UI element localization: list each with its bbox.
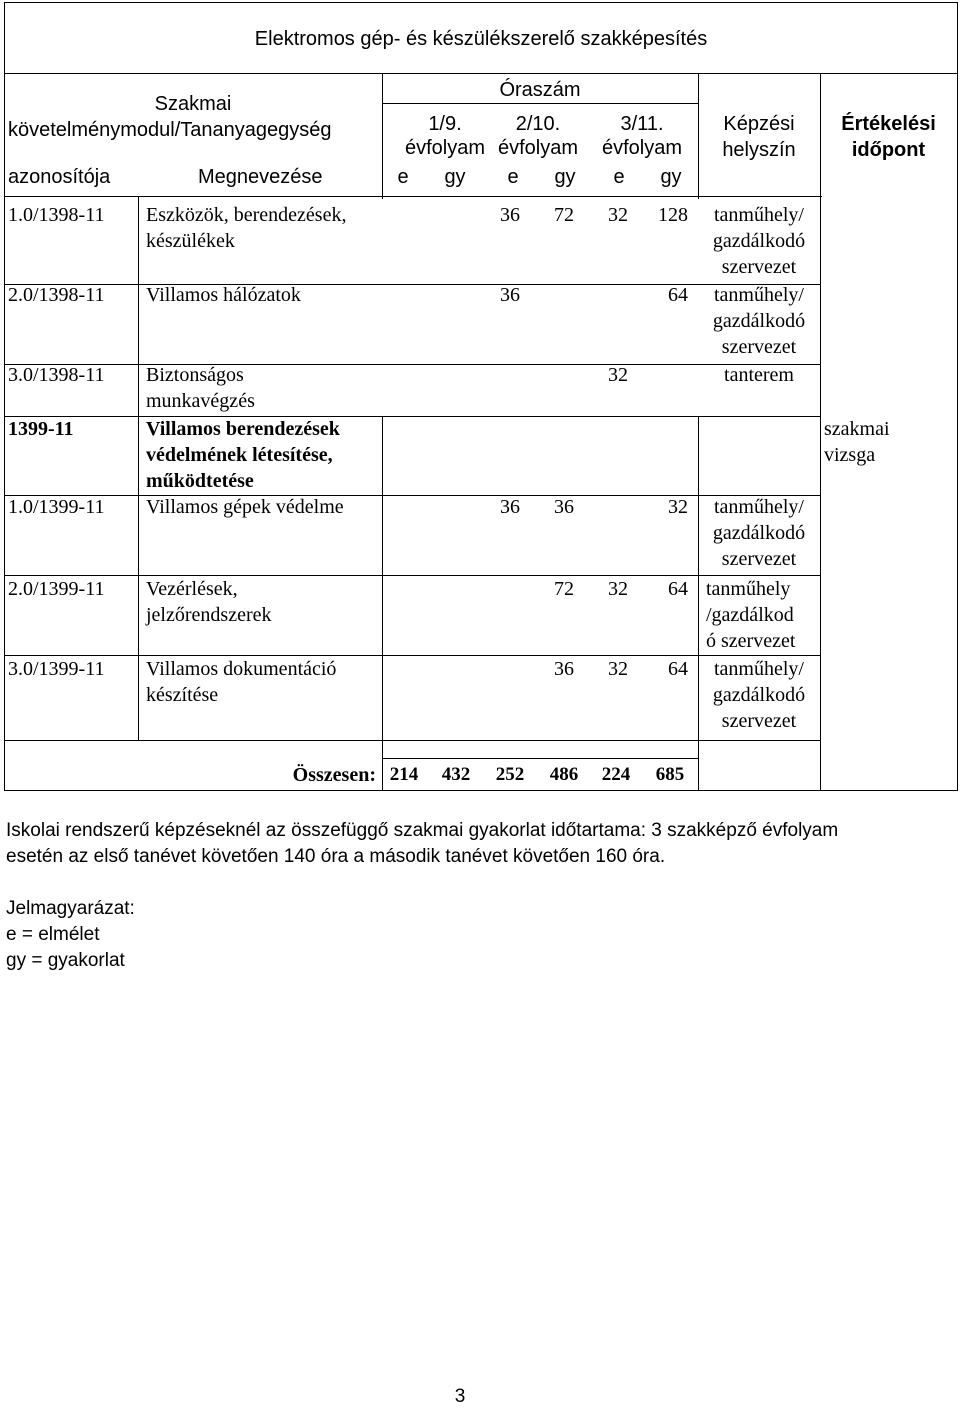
row1-v3: 36 (500, 204, 520, 226)
page-number: 3 (454, 1386, 466, 1407)
document-title: Elektromos gép- és készülékszerelő szakképesítés (254, 28, 708, 50)
row5-v4: 36 (554, 496, 574, 518)
row1-v5: 32 (608, 204, 628, 226)
row7-id: 3.0/1399-11 (8, 658, 105, 680)
row7-name-line1: Villamos dokumentáció (146, 658, 337, 680)
row5-id: 1.0/1399-11 (8, 496, 105, 518)
year2-gy: gy (554, 166, 576, 188)
totals-label: Összesen: (292, 764, 376, 786)
row5-place-line1: tanműhely/ (714, 496, 804, 518)
row6-v4: 72 (554, 578, 574, 600)
row5-v3: 36 (500, 496, 520, 518)
year3-sublabel: évfolyam (601, 137, 683, 159)
module-eval-line1: szakmai (824, 418, 890, 440)
row1-name-line1: Eszközök, berendezések, (146, 204, 347, 226)
row2-name-line1: Villamos hálózatok (146, 284, 301, 306)
row1-name-line2: készülékek (146, 230, 235, 252)
year3-label: 3/11. (620, 113, 664, 135)
row1-place-line2: gazdálkodó (712, 230, 806, 252)
row5-place-line3: szervezet (721, 548, 797, 570)
year2-sublabel: évfolyam (497, 137, 579, 159)
header-id: azonosítója (8, 166, 111, 188)
row7-place-line2: gazdálkodó (712, 684, 806, 706)
row3-id: 3.0/1398-11 (8, 364, 105, 386)
row3-v5: 32 (608, 364, 628, 386)
legend-gy: gy = gyakorlat (6, 950, 125, 971)
row5-v6: 32 (668, 496, 688, 518)
row7-v6: 64 (668, 658, 688, 680)
row7-name-line2: készítése (146, 684, 219, 706)
module-id: 1399-11 (8, 418, 74, 440)
year3-gy: gy (660, 166, 682, 188)
row3-name-line1: Biztonságos (146, 364, 244, 386)
legend-e: e = elmélet (6, 924, 100, 945)
row3-place-line1: tanterem (724, 364, 794, 386)
row2-place-line3: szervezet (721, 336, 797, 358)
header-module-line1: Szakmai (154, 93, 232, 115)
row6-place-line2: /gazdálkod (706, 604, 794, 626)
header-module-line2: követelménymodul/Tananyagegység (8, 119, 332, 141)
row2-id: 2.0/1398-11 (8, 284, 105, 306)
year1-label: 1/9. (428, 113, 462, 135)
header-place-line1: Képzési (723, 113, 795, 135)
module-name-line3: működtetése (146, 470, 254, 492)
row6-name-line1: Vezérlések, (146, 578, 238, 600)
header-name: Megnevezése (198, 166, 323, 188)
row1-place-line3: szervezet (721, 256, 797, 278)
row7-place-line1: tanműhely/ (714, 658, 804, 680)
module-name-line1: Villamos berendezések (146, 418, 340, 440)
row7-place-line3: szervezet (721, 710, 797, 732)
row1-id: 1.0/1398-11 (8, 204, 105, 226)
total-1-gy: 432 (441, 764, 471, 785)
note-line1: Iskolai rendszerű képzéseknél az összefüggő szakmai gyakorlat időtartama: 3 szakképző évfolyam (6, 820, 839, 841)
row6-v5: 32 (608, 578, 628, 600)
year1-e: e (397, 166, 409, 188)
year1-gy: gy (444, 166, 466, 188)
year2-e: e (507, 166, 519, 188)
total-1-e: 214 (389, 764, 419, 785)
row3-name-line2: munkavégzés (146, 390, 255, 412)
row2-v6: 64 (668, 284, 688, 306)
row6-id: 2.0/1399-11 (8, 578, 105, 600)
header-hours: Óraszám (499, 79, 581, 101)
total-2-e: 252 (495, 764, 525, 785)
row7-v5: 32 (608, 658, 628, 680)
header-place-line2: helyszín (722, 139, 796, 161)
row5-name-line1: Villamos gépek védelme (146, 496, 344, 518)
header-eval-line1: Értékelési (841, 113, 936, 135)
header-eval-line2: időpont (851, 139, 926, 161)
row1-v4: 72 (554, 204, 574, 226)
year2-label: 2/10. (515, 113, 561, 135)
row6-place-line1: tanműhely (706, 578, 791, 600)
row2-place-line2: gazdálkodó (712, 310, 806, 332)
year3-e: e (613, 166, 625, 188)
row7-v4: 36 (554, 658, 574, 680)
module-eval-line2: vizsga (824, 444, 876, 466)
row6-place-line3: ó szervezet (706, 630, 796, 652)
row6-name-line2: jelzőrendszerek (146, 604, 272, 626)
row5-place-line2: gazdálkodó (712, 522, 806, 544)
row2-place-line1: tanműhely/ (714, 284, 804, 306)
row1-place-line1: tanműhely/ (714, 204, 804, 226)
row6-v6: 64 (668, 578, 688, 600)
module-name-line2: védelmének létesítése, (146, 444, 333, 466)
legend-title: Jelmagyarázat: (6, 898, 135, 919)
total-3-e: 224 (601, 764, 631, 785)
row2-v3: 36 (500, 284, 520, 306)
note-line2: esetén az első tanévet követően 140 óra a második tanévet követően 160 óra. (6, 846, 666, 867)
total-3-gy: 685 (655, 764, 685, 785)
row1-v6: 128 (658, 204, 688, 226)
total-2-gy: 486 (549, 764, 579, 785)
year1-sublabel: évfolyam (404, 137, 486, 159)
